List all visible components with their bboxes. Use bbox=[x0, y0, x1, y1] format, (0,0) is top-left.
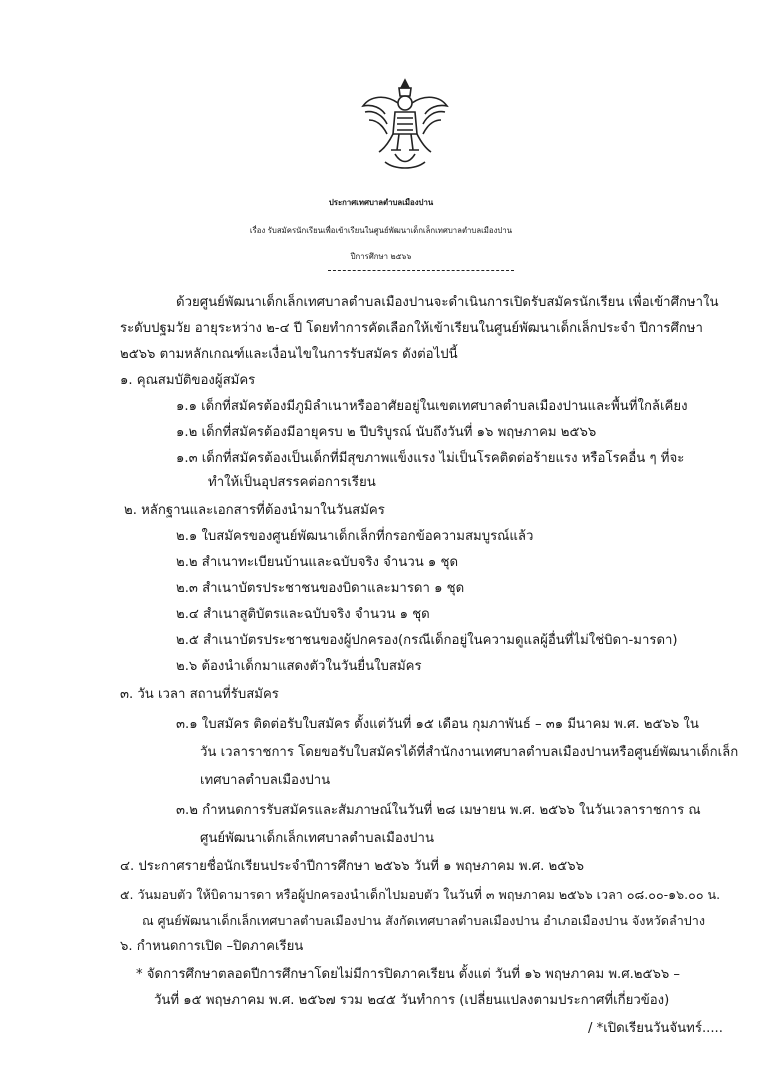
item-2-1: ๒.๑ ใบสมัครของศูนย์พัฒนาเด็กเล็กที่กรอกข้อความสมบูรณ์แล้ว bbox=[176, 529, 534, 544]
section-5-cont: ณ ศูนย์พัฒนาเด็กเล็กเทศบาลตำบลเมืองปาน สังกัดเทศบาลตำบลเมืองปาน อำเภอเมืองปาน จังหวัดลำปาง bbox=[142, 913, 705, 928]
item-3-2-cont: ศูนย์พัฒนาเด็กเล็กเทศบาลตำบลเมืองปาน bbox=[200, 831, 434, 846]
announcement-title: ประกาศเทศบาลตำบลเมืองปาน bbox=[328, 198, 434, 207]
item-2-4: ๒.๔ สำเนาสูติบัตรและฉบับจริง จำนวน ๑ ชุด bbox=[176, 607, 430, 622]
item-2-6: ๒.๖ ต้องนำเด็กมาแสดงตัวในวันยื่นใบสมัคร bbox=[176, 659, 422, 674]
continuation-note: / *เปิดเรียนวันจันทร์..... bbox=[588, 1021, 723, 1036]
garuda-emblem bbox=[355, 76, 455, 176]
item-1-3-cont: ทำให้เป็นอุปสรรคต่อการเรียน bbox=[208, 475, 376, 490]
item-3-2: ๓.๒ กำหนดการรับสมัครและสัมภาษณ์ในวันที่ ๒๘ เมษายน พ.ศ. ๒๕๖๖ ในวันเวลาราชการ ณ bbox=[176, 803, 701, 818]
divider-line bbox=[328, 270, 514, 271]
item-2-3: ๒.๓ สำเนาบัตรประชาชนของบิดาและมารดา ๑ ชุด bbox=[176, 581, 465, 596]
intro-line-1: ด้วยศูนย์พัฒนาเด็กเล็กเทศบาลตำบลเมืองปานจะดำเนินการเปิดรับสมัครนักเรียน เพื่อเข้าศึกษาใน bbox=[176, 295, 719, 310]
item-1-2: ๑.๒ เด็กที่สมัครต้องมีอายุครบ ๒ ปีบริบูรณ์ นับถึงวันที่ ๑๖ พฤษภาคม ๒๕๖๖ bbox=[176, 425, 597, 440]
item-3-1-cont-2: เทศบาลตำบลเมืองปาน bbox=[200, 773, 331, 788]
announcement-subject: เรื่อง รับสมัครนักเรียนเพื่อเข้าเรียนในศูนย์พัฒนาเด็กเล็กเทศบาลตำบลเมืองปาน bbox=[249, 226, 513, 235]
intro-line-3: ๒๕๖๖ ตามหลักเกณฑ์และเงื่อนไขในการรับสมัคร ดังต่อไปนี้ bbox=[120, 347, 458, 362]
item-2-5: ๒.๕ สำเนาบัตรประชาชนของผู้ปกครอง(กรณีเด็กอยู่ในความดูแลผู้อื่นที่ไม่ใช่บิดา-มารดา) bbox=[176, 633, 678, 648]
item-3-1-cont-1: วัน เวลาราชการ โดยขอรับใบสมัครได้ที่สำนักงานเทศบาลตำบลเมืองปานหรือศูนย์พัฒนาเด็กเล็ก bbox=[200, 745, 739, 760]
section-1-heading: ๑. คุณสมบัติของผู้สมัคร bbox=[120, 373, 256, 388]
item-3-1: ๓.๑ ใบสมัคร ติดต่อรับใบสมัคร ตั้งแต่วันที่ ๑๕ เดือน กุมภาพันธ์ – ๓๑ มีนาคม พ.ศ. ๒๕๖๖ ใน bbox=[176, 717, 699, 732]
section-6-heading: ๖. กำหนดการเปิด –ปิดภาคเรียน bbox=[120, 939, 304, 954]
item-1-3: ๑.๓ เด็กที่สมัครต้องเป็นเด็กที่มีสุขภาพแข็งแรง ไม่เป็นโรคติดต่อร้ายแรง หรือโรคอื่น ๆ ที่จะ bbox=[176, 451, 685, 466]
intro-line-2: ระดับปฐมวัย อายุระหว่าง ๒-๔ ปี โดยทำการคัดเลือกให้เข้าเรียนในศูนย์พัฒนาเด็กเล็กประจำ ปีการศึกษา bbox=[120, 321, 703, 336]
academic-year: ปีการศึกษา ๒๕๖๖ bbox=[350, 252, 412, 261]
item-1-1: ๑.๑ เด็กที่สมัครต้องมีภูมิลำเนาหรืออาศัยอยู่ในเขตเทศบาลตำบลเมืองปานและพื้นที่ใกล้เคียง bbox=[176, 399, 688, 414]
section-6-line-2: วันที่ ๑๕ พฤษภาคม พ.ศ. ๒๕๖๗ รวม ๒๔๕ วันทำการ (เปลี่ยนแปลงตามประกาศที่เกี่ยวข้อง) bbox=[154, 993, 670, 1008]
section-4: ๔. ประกาศรายชื่อนักเรียนประจำปีการศึกษา ๒๕๖๖ วันที่ ๑ พฤษภาคม พ.ศ. ๒๕๖๖ bbox=[120, 859, 584, 874]
item-2-2: ๒.๒ สำเนาทะเบียนบ้านและฉบับจริง จำนวน ๑ ชุด bbox=[176, 555, 459, 570]
section-2-heading: ๒. หลักฐานและเอกสารที่ต้องนำมาในวันสมัคร bbox=[124, 503, 385, 518]
section-3-heading: ๓. วัน เวลา สถานที่รับสมัคร bbox=[120, 687, 279, 702]
section-5: ๕. วันมอบตัว ให้บิดามารดา หรือผู้ปกครองนำเด็กไปมอบตัว ในวันที่ ๓ พฤษภาคม ๒๕๖๖ เวลา ๐๘.๐๐-๑๖.๐๐ น. bbox=[120, 887, 721, 902]
section-6-line-1: * จัดการศึกษาตลอดปีการศึกษาโดยไม่มีการปิดภาคเรียน ตั้งแต่ วันที่ ๑๖ พฤษภาคม พ.ศ.๒๕๖๖ – bbox=[136, 967, 680, 982]
